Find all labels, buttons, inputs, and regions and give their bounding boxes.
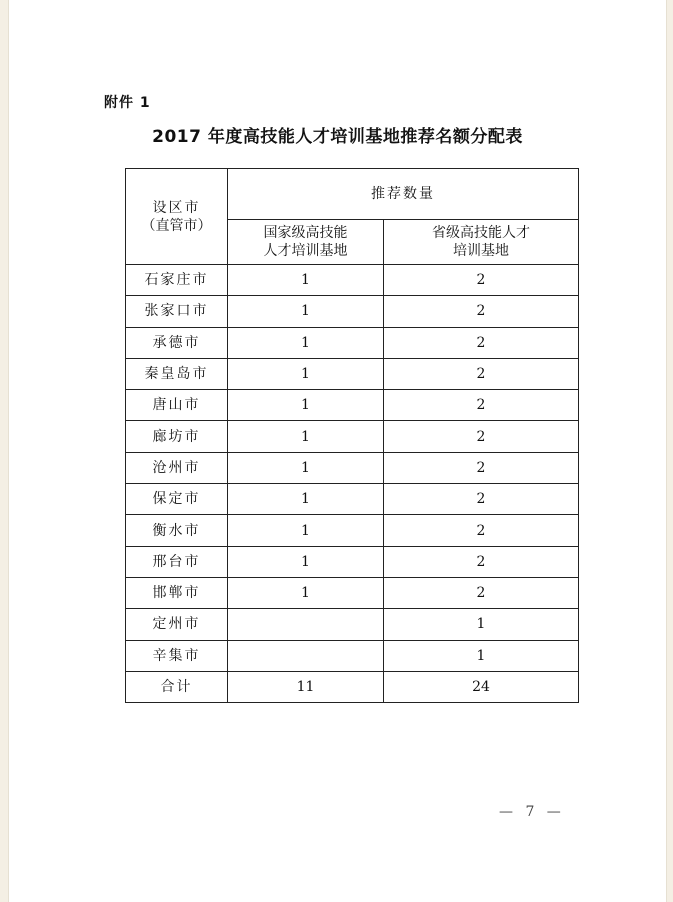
total-national-cell: 11 xyxy=(228,671,384,702)
city-cell: 定州市 xyxy=(126,609,228,640)
provincial-count-cell: 2 xyxy=(384,421,579,452)
header-city-cell xyxy=(126,169,228,265)
table-row xyxy=(126,577,579,608)
national-count-cell: 1 xyxy=(228,452,384,483)
table-row xyxy=(126,609,579,640)
national-count-cell: 1 xyxy=(228,421,384,452)
header-national-cell xyxy=(228,220,384,265)
city-cell: 保定市 xyxy=(126,484,228,515)
header-city-line1: 设区市 xyxy=(152,199,201,216)
provincial-count-cell: 2 xyxy=(384,546,579,577)
city-cell: 石家庄市 xyxy=(126,265,228,296)
provincial-count-cell: 1 xyxy=(384,609,579,640)
national-count-cell: 1 xyxy=(228,546,384,577)
national-count-cell xyxy=(228,609,384,640)
header-provincial-line2: 培训基地 xyxy=(453,243,509,259)
national-count-cell: 1 xyxy=(228,358,384,389)
header-national-line1: 国家级高技能 xyxy=(263,225,348,241)
table-row xyxy=(126,484,579,515)
national-count-cell: 1 xyxy=(228,577,384,608)
page-number: — 7 — xyxy=(499,804,565,820)
header-group-cell xyxy=(228,169,579,220)
national-count-cell: 1 xyxy=(228,296,384,327)
provincial-count-cell: 2 xyxy=(384,390,579,421)
table-row xyxy=(126,421,579,452)
table-row xyxy=(126,640,579,671)
provincial-count-cell: 2 xyxy=(384,296,579,327)
city-cell: 承德市 xyxy=(126,327,228,358)
total-label-cell: 合计 xyxy=(126,671,228,702)
national-count-cell: 1 xyxy=(228,390,384,421)
table-row xyxy=(126,358,579,389)
national-count-cell: 1 xyxy=(228,265,384,296)
provincial-count-cell: 2 xyxy=(384,515,579,546)
table-row xyxy=(126,265,579,296)
allocation-table xyxy=(125,168,579,703)
total-provincial-cell: 24 xyxy=(384,671,579,702)
city-cell: 廊坊市 xyxy=(126,421,228,452)
header-provincial-cell xyxy=(384,220,579,265)
city-cell: 辛集市 xyxy=(126,640,228,671)
header-provincial-line1: 省级高技能人才 xyxy=(432,225,530,241)
provincial-count-cell: 2 xyxy=(384,327,579,358)
total-row xyxy=(126,671,579,702)
city-cell: 秦皇岛市 xyxy=(126,358,228,389)
city-cell: 邯郸市 xyxy=(126,577,228,608)
document-page xyxy=(8,0,667,902)
city-cell: 邢台市 xyxy=(126,546,228,577)
header-national-line2: 人才培训基地 xyxy=(263,243,348,259)
provincial-count-cell: 2 xyxy=(384,484,579,515)
table-row xyxy=(126,390,579,421)
city-cell: 沧州市 xyxy=(126,452,228,483)
header-city-line2: （直管市） xyxy=(141,217,212,234)
table-row xyxy=(126,452,579,483)
city-cell: 唐山市 xyxy=(126,390,228,421)
national-count-cell: 1 xyxy=(228,327,384,358)
city-cell: 衡水市 xyxy=(126,515,228,546)
attachment-label: 附件 1 xyxy=(104,95,151,111)
provincial-count-cell: 2 xyxy=(384,452,579,483)
provincial-count-cell: 2 xyxy=(384,358,579,389)
national-count-cell: 1 xyxy=(228,484,384,515)
city-cell: 张家口市 xyxy=(126,296,228,327)
national-count-cell: 1 xyxy=(228,515,384,546)
table-row xyxy=(126,515,579,546)
provincial-count-cell: 2 xyxy=(384,577,579,608)
provincial-count-cell: 1 xyxy=(384,640,579,671)
table-header-row xyxy=(126,169,579,220)
table-row xyxy=(126,296,579,327)
table-row xyxy=(126,327,579,358)
header-group-label: 推荐数量 xyxy=(371,186,435,202)
table-row xyxy=(126,546,579,577)
document-title: 2017 年度高技能人才培训基地推荐名额分配表 xyxy=(152,127,523,147)
provincial-count-cell: 2 xyxy=(384,265,579,296)
national-count-cell xyxy=(228,640,384,671)
